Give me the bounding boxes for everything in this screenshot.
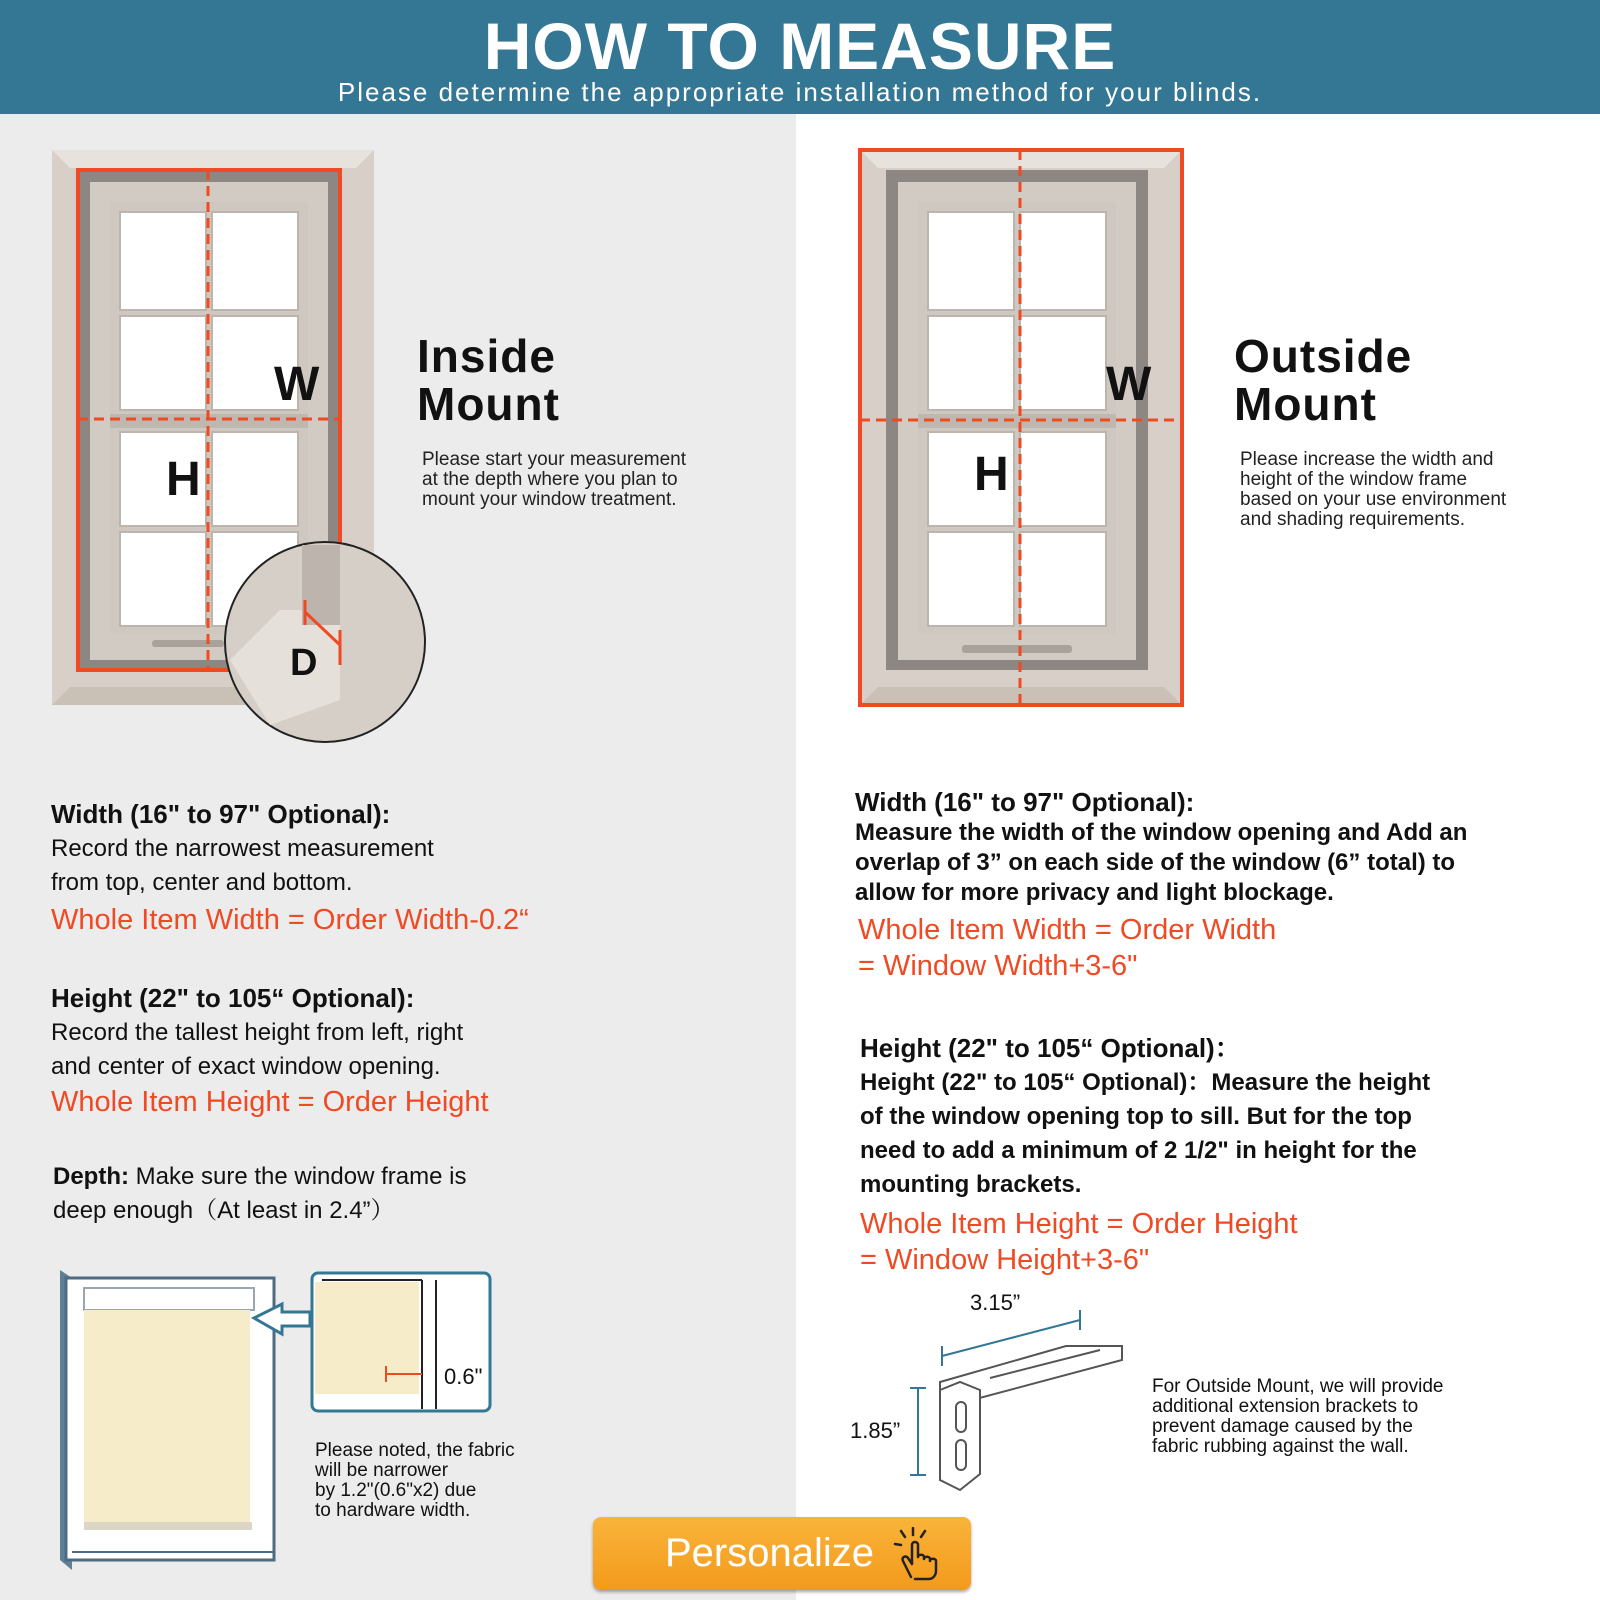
depth-label: D	[290, 642, 318, 684]
inside-mount-title	[417, 332, 560, 428]
fabric-note-line: to hardware width.	[315, 1500, 471, 1521]
outside-height-section	[860, 1032, 1580, 1278]
inside-width-text-line: Record the narrowest measurement	[51, 835, 434, 862]
outside-mount-title-line2: Mount	[1234, 378, 1377, 430]
inside-mount-window-illustration	[40, 140, 440, 760]
outside-width-heading: Width (16" to 97" Optional):	[855, 787, 1195, 817]
inside-depth-section	[53, 1160, 773, 1228]
outside-height-heading: Height (22" to 105“ Optional)：	[860, 1033, 1241, 1063]
outside-height-formula-line: = Window Height+3-6"	[860, 1244, 1150, 1276]
outside-height-text-line: mounting brackets.	[860, 1171, 1082, 1198]
depth-text-line2: deep enough（At least in 2.4”）	[53, 1197, 395, 1224]
width-label: W	[274, 358, 320, 411]
inside-width-text-line: from top, center and bottom.	[51, 869, 353, 896]
outside-mount-description	[1240, 450, 1506, 530]
fabric-note-line: by 1.2"(0.6"x2) due	[315, 1480, 477, 1501]
outside-height-text-line: of the window opening top to sill. But for the top	[860, 1103, 1412, 1130]
inside-desc-line: at the depth where you plan to	[422, 469, 678, 490]
bracket-note-line: prevent damage caused by the	[1152, 1416, 1413, 1437]
extension-bracket-illustration	[840, 1290, 1130, 1510]
outside-height-formula-line: Whole Item Height = Order Height	[860, 1208, 1298, 1240]
fabric-width-illustration	[60, 1270, 500, 1570]
outside-width-text-line: overlap of 3” on each side of the window (6” total) to	[855, 849, 1456, 876]
depth-text: Make sure the window frame is	[128, 1163, 467, 1190]
bracket-note-line: additional extension brackets to	[1152, 1396, 1419, 1417]
outside-mount-title	[1234, 332, 1412, 428]
page-title: HOW TO MEASURE	[483, 9, 1117, 83]
bracket-width-label: 3.15”	[970, 1290, 1021, 1315]
outside-width-text-line: Measure the width of the window opening and Add an	[855, 819, 1468, 846]
bracket-note-line: fabric rubbing against the wall.	[1152, 1436, 1409, 1457]
personalize-button[interactable]	[593, 1517, 971, 1590]
bracket-height-label: 1.85”	[850, 1418, 901, 1443]
bracket-note-line: For Outside Mount, we will provide	[1152, 1376, 1444, 1397]
fabric-note-line: will be narrower	[315, 1460, 449, 1481]
outside-height-text-line: need to add a minimum of 2 1/2" in height for the	[860, 1137, 1417, 1164]
fabric-note	[315, 1441, 515, 1521]
inside-desc-line: Please start your measurement	[422, 449, 687, 470]
outside-width-formula-line: Whole Item Width = Order Width	[858, 914, 1277, 946]
outside-width-text-line: allow for more privacy and light blockage.	[855, 879, 1334, 906]
page-subtitle: Please determine the appropriate installation method for your blinds.	[337, 77, 1263, 107]
outside-desc-line: Please increase the width and	[1240, 449, 1494, 470]
inside-height-text-line: and center of exact window opening.	[51, 1053, 441, 1080]
inside-height-text-line: Record the tallest height from left, right	[51, 1019, 464, 1046]
fabric-note-line: Please noted, the fabric	[315, 1440, 515, 1461]
inside-mount-title-line2: Mount	[417, 378, 560, 430]
outside-width-section	[855, 786, 1585, 984]
inside-width-section	[51, 798, 771, 938]
inside-mount-title-line1: Inside	[417, 330, 556, 382]
width-label: W	[1106, 358, 1152, 411]
depth-heading: Depth:	[53, 1163, 129, 1190]
bracket-note	[1152, 1377, 1443, 1457]
inside-height-heading: Height (22" to 105“ Optional):	[51, 983, 415, 1013]
inside-width-heading: Width (16" to 97" Optional):	[51, 799, 391, 829]
outside-desc-line: based on your use environment	[1240, 489, 1507, 510]
outside-width-formula-line: = Window Width+3-6"	[858, 950, 1138, 982]
inside-height-section	[51, 982, 771, 1120]
outside-mount-title-line1: Outside	[1234, 330, 1413, 382]
personalize-button-label: Personalize	[665, 1531, 875, 1575]
outside-desc-line: and shading requirements.	[1240, 509, 1465, 530]
inside-desc-line: mount your window treatment.	[422, 489, 677, 510]
inside-width-formula: Whole Item Width = Order Width-0.2“	[51, 904, 529, 936]
outside-mount-window-illustration	[850, 140, 1190, 720]
outside-height-text-line: Height (22" to 105“ Optional)：Measure the height	[860, 1069, 1431, 1096]
pointer-hand-icon	[893, 1527, 949, 1581]
fabric-dimension-label: 0.6"	[444, 1364, 483, 1389]
height-label: H	[166, 453, 201, 506]
outside-desc-line: height of the window frame	[1240, 469, 1468, 490]
inside-mount-description	[422, 450, 686, 510]
height-label: H	[974, 448, 1009, 501]
inside-height-formula: Whole Item Height = Order Height	[51, 1086, 489, 1118]
